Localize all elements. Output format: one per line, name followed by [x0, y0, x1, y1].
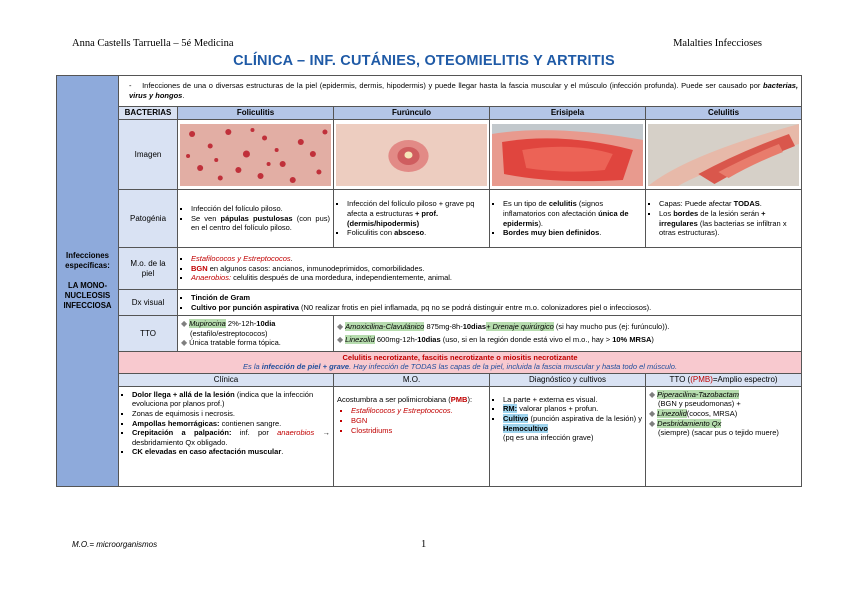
col-foliculitis: Foliculitis — [178, 107, 334, 120]
row-tto: TTO — [119, 316, 178, 352]
nec-col-clinica: Clínica — [119, 373, 334, 386]
page-number: 1 — [421, 539, 427, 550]
page-title: CLÍNICA – INF. CUTÁNIES, OTEOMIELITIS Y ARTRITIS — [233, 53, 615, 69]
nec-mo: Acostumbra a ser polimicrobiana (PMB): ▪ Estafilococos y Estreptococos. ▪ BGN ▪ Clostridiums — [334, 386, 490, 486]
intro-text: - Infecciones de una o diversas estructuras de la piel (epidermis, dermis, hipodermis) y puede llegar hasta la fascia muscular y el músculo (infección profunda). Puede ser causado por bacterias, virus y hongos. — [119, 76, 802, 107]
pat-erisipela: ▪ Es un tipo de celulitis (signos inflamatorios con afectación única de epidermis). ▪ Bordes muy bien definidos. — [490, 190, 646, 248]
mo-cell: ▪ Estafilococos y Estreptococos. ▪ BGN en algunos casos: ancianos, inmunodeprimidos, comorbilidades. ▪ Anaerobios: celulitis después de una mordedura, independientemente, animal. — [178, 248, 802, 290]
nec-col-tto: TTO ((PMB)=Amplio espectro) — [646, 373, 802, 386]
tto-foliculitis: ◆ Mupirocina 2%-12h-10dia (estafilo/estreptococos) ◆ Única tratable forma tópica. — [178, 316, 334, 352]
nec-clinica: ▪ Dolor llega + allá de la lesión (indica que la infección evoluciona por planos prof.) ▪ Zonas de equimosis i necrosis. ▪ Ampollas hemorrágicas: contienen sangre. ▪ Crepitación a palpación: inf. por anaerobios → desbridamiento Qx obligado. ▪ CK elevadas en caso afectación muscular. — [119, 386, 334, 486]
pat-furunculo: ▪ Infección del folículo piloso + grave pq afecta a estructuras + prof. (dermis/hipodermis) ▪ Foliculitis con absceso. — [334, 190, 490, 248]
furunculo-image — [334, 120, 490, 190]
main-table — [56, 75, 802, 487]
foliculitis-image — [178, 120, 334, 190]
header-author: Anna Castells Tarruella – 5é Medicina — [72, 38, 234, 49]
nec-col-diag: Diagnóstico y cultivos — [490, 373, 646, 386]
dx-cell: ▪ Tinción de Gram ▪ Cultivo por punción aspirativa (N0 realizar frotis en piel inflamada, pq no se podrá distinguir entre m.o. colonizadores piel o infecciosos). — [178, 290, 802, 316]
col-furunculo: Furúnculo — [334, 107, 490, 120]
row-patogenia: Patogénia — [119, 190, 178, 248]
nec-tto: ◆ Piperacilina-Tazobactam (BGN y pseudomonas) + ◆ Linezolid(cocos, MRSA) ◆ Desbridamiento Qx (siempre) (sacar pus o tejido muere) — [646, 386, 802, 486]
celulitis-image — [646, 120, 802, 190]
erisipela-image — [490, 120, 646, 190]
necrotizing-header: Celulitis necrotizante, fascitis necrotizante o miositis necrotizante Es la infección de piel + grave. Hay infección de TODAS las capas de la piel, incluida la fascia muscular y hasta todo el músculo. — [119, 352, 802, 374]
header-subject: Malalties Infeccioses — [673, 38, 762, 49]
pat-celulitis: ▪ Capas: Puede afectar TODAS. ▪ Los bordes de la lesión serán + irregulares (las bacterias se infiltran x otras estructuras). — [646, 190, 802, 248]
footnote: M.O.= microorganismos — [72, 540, 158, 549]
side-label: Infecciones específicas: LA MONO- NUCLEOSIS INFECCIOSA — [57, 76, 119, 487]
erisipela-photo — [492, 124, 643, 186]
pat-foliculitis: ▪ Infección del folículo piloso. ▪ Se ven pápulas pustulosas (con pus) en el centro del folículo piloso. — [178, 190, 334, 248]
tto-others: ◆ Amoxicilina-Clavulánico 875mg-8h-10dias+ Drenaje quirúrgico (si hay mucho pus (ej: furúnculo)). ◆ Linezolid 600mg-12h-10dias (uso, si en la región donde está vivo el m.o., hay > 10% MRSA) — [334, 316, 802, 352]
row-imagen: Imagen — [119, 120, 178, 190]
row-mo: M.o. de la piel — [119, 248, 178, 290]
col-bacterias: BACTERIAS — [119, 107, 178, 120]
celulitis-photo — [648, 124, 799, 186]
nec-diag: ▪ La parte + externa es visual. ▪ RM: valorar planos + profun. ▪ Cultivo (punción aspirativa de la lesión) y Hemocultivo (pq es una infección grave) — [490, 386, 646, 486]
foliculitis-photo — [180, 124, 331, 186]
row-dx: Dx visual — [119, 290, 178, 316]
col-erisipela: Erisipela — [490, 107, 646, 120]
col-celulitis: Celulitis — [646, 107, 802, 120]
nec-col-mo: M.O. — [334, 373, 490, 386]
furunculo-photo — [336, 124, 487, 186]
